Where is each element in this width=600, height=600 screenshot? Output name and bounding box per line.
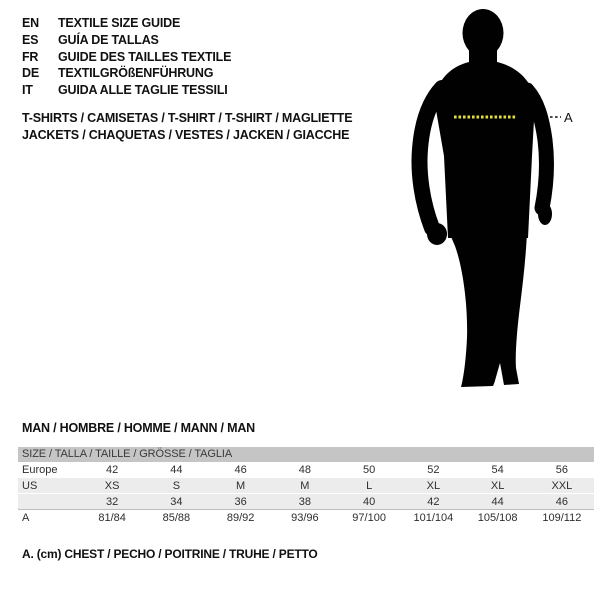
table-cell: 38	[298, 496, 311, 508]
table-cell: 56	[555, 464, 568, 476]
footnote-chest-legend: A. (cm) CHEST / PECHO / POITRINE / TRUHE / PETTO	[22, 547, 318, 561]
table-cell: 46	[555, 496, 568, 508]
language-code: IT	[22, 83, 33, 98]
measure-label-a: A	[564, 110, 573, 125]
table-cell: 50	[363, 464, 376, 476]
table-cell: 34	[170, 496, 183, 508]
product-line-jackets: JACKETS / CHAQUETAS / VESTES / JACKEN / GIACCHE	[22, 127, 350, 142]
language-label: GUIDA ALLE TAGLIE TESSILI	[58, 83, 228, 98]
row-label	[18, 494, 80, 509]
row-label: Europe	[22, 464, 58, 476]
language-code: EN	[22, 16, 39, 30]
table-cell: M	[300, 480, 310, 492]
language-list	[22, 15, 231, 99]
product-line-tshirts: T-SHIRTS / CAMISETAS / T-SHIRT / T-SHIRT / MAGLIETTE	[22, 111, 353, 125]
table-cell: 44	[491, 496, 504, 508]
row-label: A	[22, 512, 30, 524]
table-cell: 93/96	[291, 512, 319, 524]
row-label: US	[22, 480, 38, 492]
table-row-us	[18, 478, 594, 494]
language-label: TEXTILGRÖßENFÜHRUNG	[58, 66, 214, 81]
table-cell: 109/112	[542, 512, 582, 524]
language-label: TEXTILE SIZE GUIDE	[58, 16, 181, 30]
table-cell: L	[366, 480, 373, 492]
size-table-header: SIZE / TALLA / TAILLE / GRÖSSE / TAGLIA	[18, 447, 594, 462]
list-item	[22, 15, 231, 32]
table-cell: XL	[426, 480, 441, 492]
language-code: DE	[22, 66, 39, 81]
table-cell: 36	[234, 496, 247, 508]
table-cell: 32	[106, 496, 119, 508]
table-row-us-numeric	[18, 494, 594, 510]
table-cell: 42	[427, 496, 440, 508]
language-code: ES	[22, 32, 39, 47]
table-cell: XL	[490, 480, 505, 492]
man-silhouette	[420, 9, 553, 387]
product-categories	[22, 110, 352, 143]
table-cell: 52	[427, 464, 440, 476]
table-cell: 81/84	[98, 512, 126, 524]
table-cell: 85/88	[162, 512, 191, 524]
table-cell: 101/104	[413, 512, 454, 524]
table-cell: 89/92	[226, 512, 255, 524]
table-cell: XS	[104, 480, 120, 492]
table-cell: 40	[363, 496, 376, 508]
table-row-chest-cm	[18, 510, 594, 526]
table-cell: 42	[106, 464, 119, 476]
size-table	[18, 447, 594, 526]
language-label: GUÍA DE TALLAS	[58, 32, 159, 47]
language-code: FR	[22, 49, 39, 64]
section-title-man: MAN / HOMBRE / HOMME / MANN / MAN	[22, 421, 255, 435]
list-item	[22, 65, 231, 82]
table-cell: S	[172, 480, 181, 492]
list-item	[22, 82, 231, 99]
table-cell: 105/108	[477, 512, 518, 524]
table-row-europe	[18, 462, 594, 478]
table-cell: 54	[491, 464, 504, 476]
language-label: GUIDE DES TAILLES TEXTILE	[58, 49, 232, 64]
table-cell: M	[236, 480, 246, 492]
table-cell: 46	[234, 464, 247, 476]
table-cell: 97/100	[352, 512, 386, 524]
table-cell: 44	[170, 464, 183, 476]
list-item	[22, 49, 231, 66]
table-cell: XXL	[551, 480, 573, 492]
man-silhouette-figure	[405, 6, 600, 391]
list-item	[22, 32, 231, 49]
table-cell: 48	[298, 464, 311, 476]
